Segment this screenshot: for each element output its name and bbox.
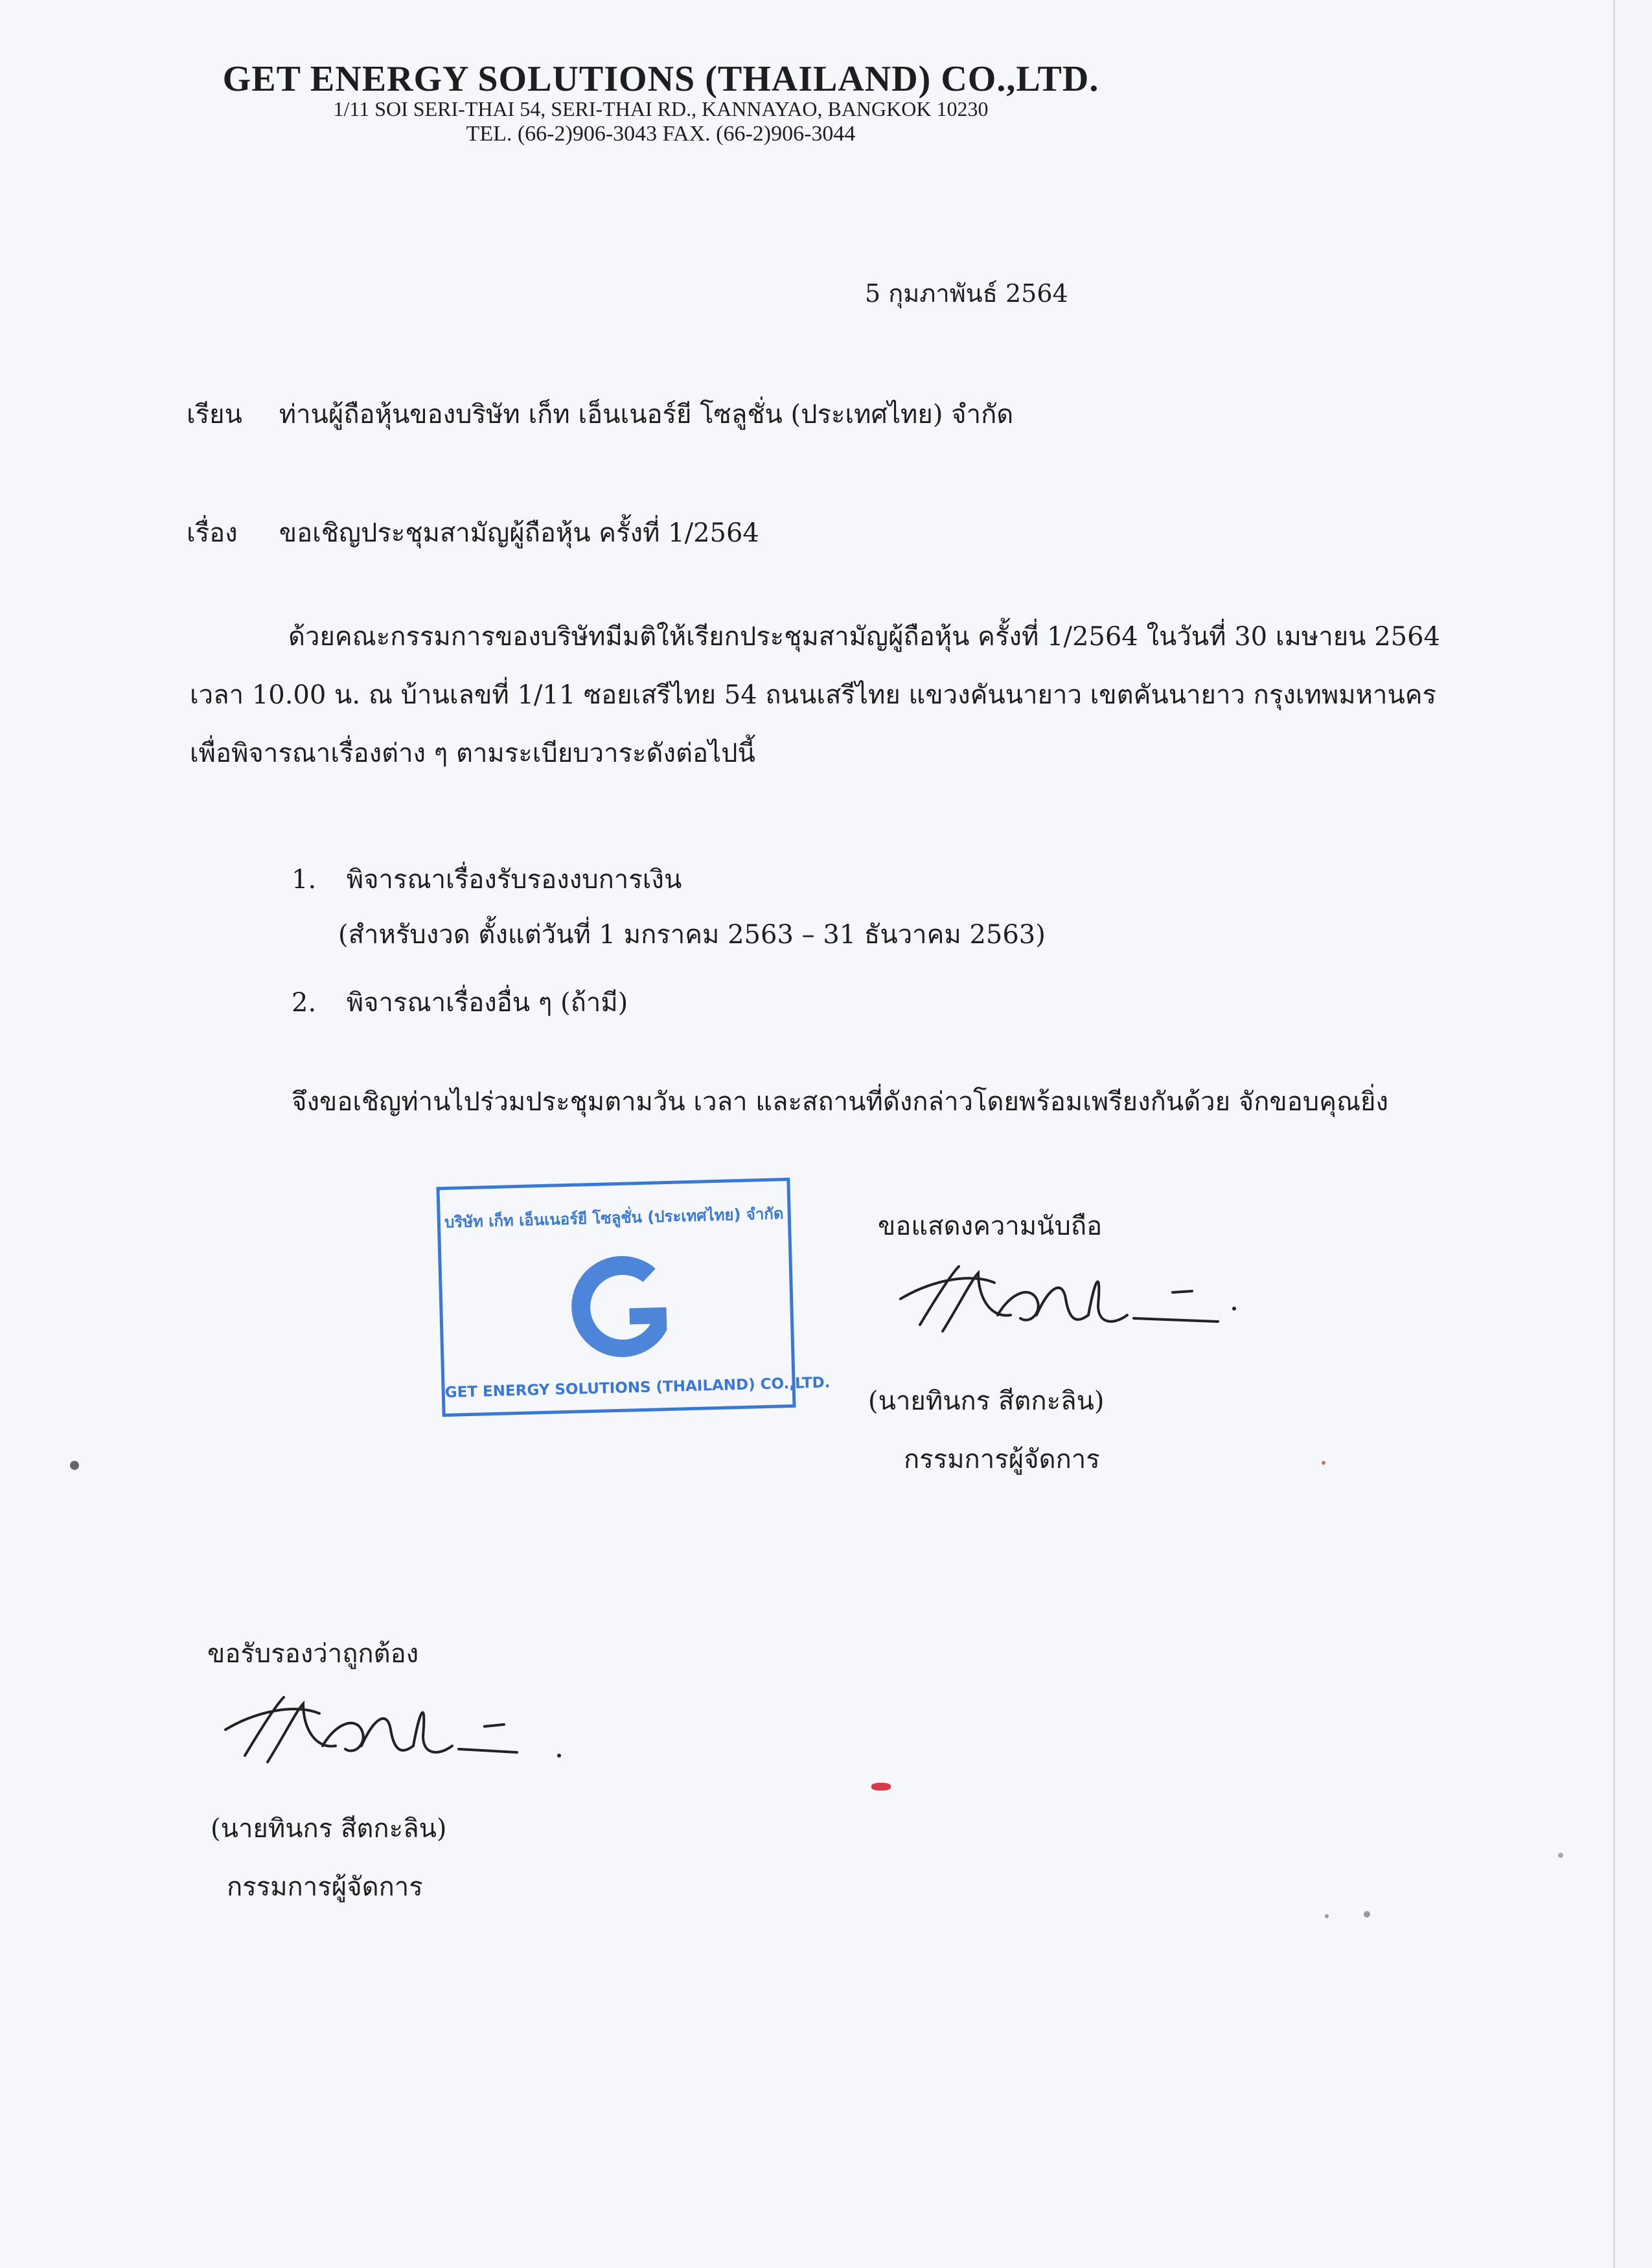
body-line-1: ด้วยคณะกรรมการของบริษัทมีมติให้เรียกประชุมสามัญผู้ถือหุ้น ครั้งที่ 1/2564 ในวันที่ 30 เมษายน 2564 [288,622,1441,652]
closing-paragraph: จึงขอเชิญท่านไปร่วมประชุมตามวัน เวลา และสถานที่ดังกล่าวโดยพร้อมเพรียงกันด้วย จักขอบคุณยิ่ง [292,1087,1389,1117]
scan-speck [1364,1911,1370,1918]
company-address: 1/11 SOI SERI-THAI 54, SERI-THAI RD., KANNAYAO, BANGKOK 10230 [333,97,989,120]
scan-speck [70,1461,79,1470]
salutation-text: ท่านผู้ถือหุ้นของบริษัท เก็ท เอ็นเนอร์ยี โซลูชั่น (ประเทศไทย) จำกัด [279,400,1014,430]
letter-date: 5 กุมภาพันธ์ 2564 [865,279,1068,308]
respect-closing: ขอแสดงความนับถือ [878,1211,1103,1241]
certifier-title: กรรมการผู้จัดการ [227,1872,423,1902]
agenda-item-number: 2. [292,988,317,1018]
certification-text: ขอรับรองว่าถูกต้อง [207,1639,419,1669]
stamp-thai-name: บริษัท เก็ท เอ็นเนอร์ยี โซลูชั่น (ประเทศไทย) จำกัด [444,1204,784,1231]
salutation-line [187,393,1013,435]
subject-label: เรื่อง [187,518,238,548]
body-line-3: เพื่อพิจารณาเรื่องต่าง ๆ ตามระเบียบวาระดังต่อไปนี้ [190,739,755,768]
handwritten-signature [881,1254,1244,1351]
agenda-item-number: 1. [292,865,317,895]
agenda-item-text: พิจารณาเรื่องอื่น ๆ (ถ้ามี) [346,988,628,1018]
certifier-name: (นายทินกร สีตกะลิน) [211,1814,447,1844]
scan-speck [1325,1914,1329,1918]
agenda-item-2 [292,981,628,1023]
body-line-2: เวลา 10.00 น. ณ บ้านเลขที่ 1/11 ซอยเสรีไทย 54 ถนนเสรีไทย แขวงคันนายาว เขตคันนายาว กรุงเทพมหานคร [190,680,1437,710]
scan-speck [1558,1853,1563,1858]
scan-speck [871,1783,891,1791]
stamp-english-name: GET ENERGY SOLUTIONS (THAILAND) CO.,LTD. [444,1374,831,1401]
company-name: GET ENERGY SOLUTIONS (THAILAND) CO.,LTD. [222,59,1099,99]
signatory-name: (นายทินกร สีตกะลิน) [868,1386,1105,1416]
company-logo-icon [551,1239,697,1372]
signatory-title: กรรมการผู้จัดการ [904,1445,1100,1474]
company-stamp [436,1178,831,1417]
scan-speck [1322,1461,1325,1465]
subject-line [187,512,759,553]
subject-text: ขอเชิญประชุมสามัญผู้ถือหุ้น ครั้งที่ 1/2564 [279,518,759,548]
company-telfax: TEL. (66-2)906-3043 FAX. (66-2)906-3044 [466,122,856,146]
agenda-item-1 [292,858,682,900]
handwritten-signature [206,1684,569,1781]
agenda-item-1-sub: (สำหรับงวด ตั้งแต่วันที่ 1 มกราคม 2563 – 31 ธันวาคม 2563) [338,920,1046,950]
salutation-label: เรียน [187,400,242,430]
agenda-item-text: พิจารณาเรื่องรับรองงบการเงิน [346,865,682,895]
